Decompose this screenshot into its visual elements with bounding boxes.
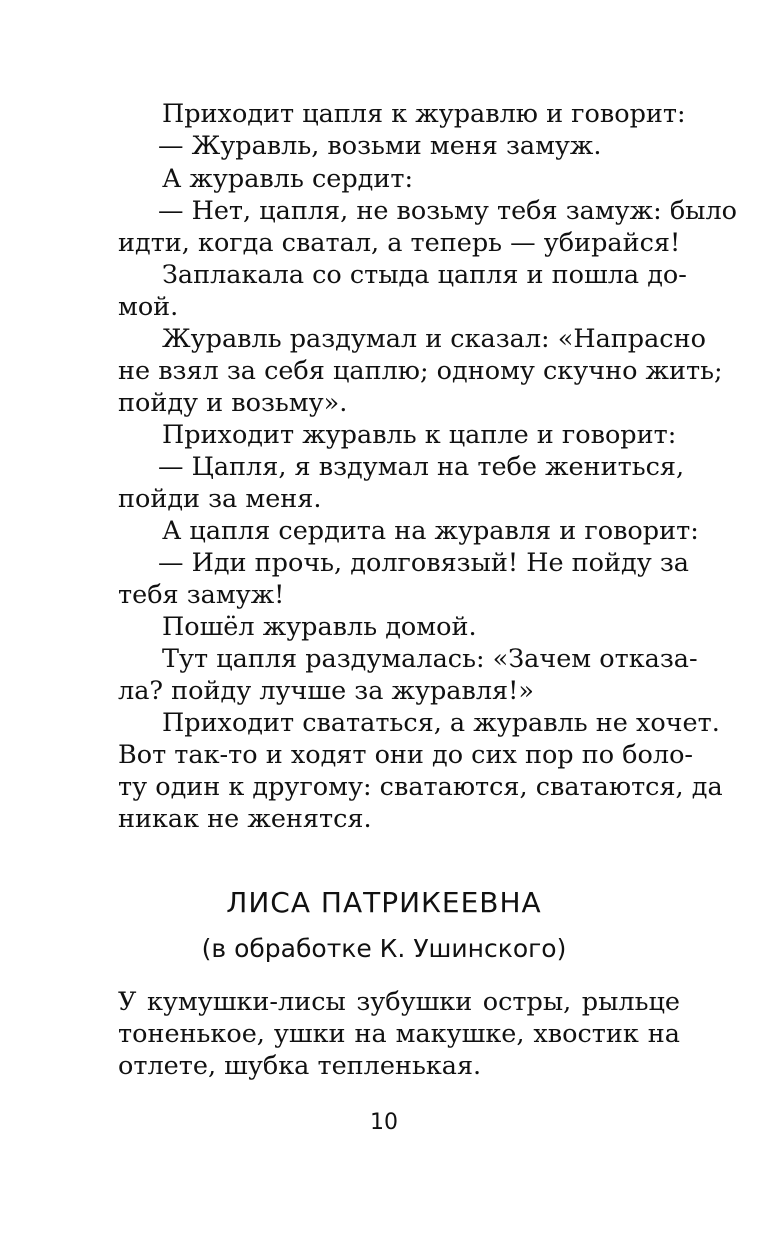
text-line: пойду и возьму».	[118, 388, 348, 418]
text-line: А цапля сердита на журавля и говорит:	[162, 516, 699, 546]
text-line: пойди за меня.	[118, 484, 322, 514]
text-line: А журавль сердит:	[162, 164, 414, 194]
text-line: тоненькое, ушки на макушке, хвостик на	[118, 1019, 680, 1049]
text-line: идти, когда сватал, а теперь — убирайся!	[118, 228, 681, 258]
text-line: тебя замуж!	[118, 580, 285, 610]
section-title: ЛИСА ПАТРИКЕЕВНА	[226, 886, 542, 919]
text-line: ла? пойду лучше за журавля!»	[118, 676, 534, 706]
text-line: ту один к другому: сватаются, сватаются, да	[118, 772, 723, 802]
text-line: — Журавль, возьми меня замуж.	[158, 131, 602, 161]
text-line: Вот так-то и ходят они до сих пор по боло-	[118, 740, 694, 770]
page-number: 10	[370, 1110, 398, 1135]
text-line: — Нет, цапля, не возьму тебя замуж: было	[158, 196, 738, 226]
text-line: Заплакала со стыда цапля и пошла до-	[162, 260, 687, 290]
section-subtitle: (в обработке К. Ушинского)	[201, 934, 567, 963]
text-line: Пошёл журавль домой.	[162, 612, 477, 642]
text-line: Тут цапля раздумалась: «Зачем отказа-	[162, 644, 698, 674]
text-line: Приходит свататься, а журавль не хочет.	[162, 708, 720, 738]
text-line: не взял за себя цаплю; одному скучно жить;	[118, 356, 723, 386]
text-line: — Цапля, я вздумал на тебе жениться,	[158, 452, 685, 482]
text-line: — Иди прочь, долговязый! Не пойду за	[158, 548, 689, 578]
text-line: Приходит цапля к журавлю и говорит:	[162, 99, 686, 129]
text-line: Журавль раздумал и сказал: «Напрасно	[162, 324, 706, 354]
text-line: мой.	[118, 292, 179, 322]
text-line: У кумушки-лисы зубушки остры, рыльце	[118, 987, 680, 1017]
text-line: отлете, шубка тепленькая.	[118, 1051, 482, 1081]
text-line: никак не женятся.	[118, 804, 372, 834]
text-line: Приходит журавль к цапле и говорит:	[162, 420, 677, 450]
